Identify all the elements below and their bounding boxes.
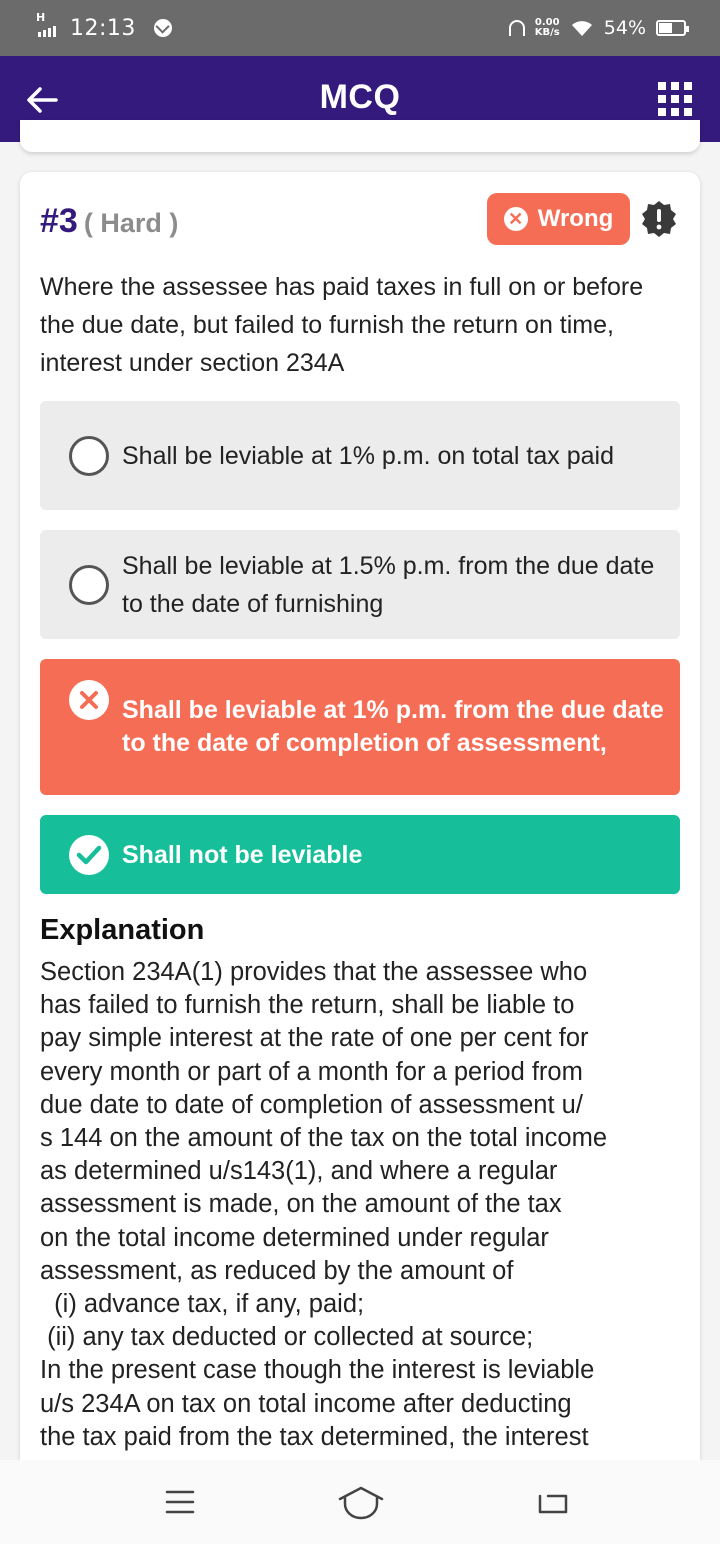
battery-fill <box>659 23 672 33</box>
battery-icon <box>656 20 686 36</box>
headset-icon <box>509 20 525 36</box>
radio-unchecked-icon <box>69 565 109 605</box>
option-1-text: Shall be leviable at 1% p.m. on total tax paid <box>122 441 614 470</box>
question-number <box>40 202 178 241</box>
network-speed <box>535 18 560 38</box>
explanation-line: u/s 234A on tax on total income after deducting <box>40 1389 572 1418</box>
explanation-line: Section 234A(1) provides that the assessee who <box>40 958 588 986</box>
explanation-text <box>40 956 690 1454</box>
explanation-line: as determined u/s143(1), and where a regular <box>40 1157 558 1186</box>
grid-menu-icon[interactable] <box>658 82 692 116</box>
previous-question-card <box>20 120 700 152</box>
question-card <box>20 172 700 1492</box>
check-circle-icon <box>69 835 109 875</box>
option-1[interactable] <box>40 401 680 510</box>
signal-icon <box>36 11 56 37</box>
explanation-line: on the total income determined under regular <box>40 1223 549 1252</box>
clock: 12:13 <box>70 15 136 41</box>
network-speed-value: 0.00 <box>534 17 560 28</box>
result-badge <box>487 193 630 245</box>
explanation-line: (i) advance tax, if any, paid; <box>40 1290 365 1319</box>
vpn-icon <box>154 19 172 37</box>
explanation-line: every month or part of a month for a period from <box>40 1057 583 1086</box>
menu-icon[interactable] <box>155 1482 205 1522</box>
question-text: Where the assessee has paid taxes in full on or before the due date, but failed to furnish the return on time, interest under section 234A <box>40 273 644 377</box>
option-4-text: Shall not be leviable <box>122 840 363 869</box>
explanation-line: pay simple interest at the rate of one per cent for <box>40 1024 589 1053</box>
wifi-icon <box>570 19 594 37</box>
status-bar-right <box>509 17 686 39</box>
close-circle-icon <box>69 680 109 720</box>
explanation-line: (ii) any tax deducted or collected at source; <box>40 1323 534 1352</box>
back-icon[interactable] <box>528 1482 578 1522</box>
option-2[interactable] <box>40 530 680 639</box>
option-3-wrong[interactable] <box>40 659 680 795</box>
option-3-text: Shall be leviable at 1% p.m. from the due date to the date of completion of assessment, <box>122 696 664 757</box>
explanation-line: s 144 on the amount of the tax on the total income <box>40 1124 608 1153</box>
option-4-correct[interactable] <box>40 815 680 894</box>
radio-unchecked-icon <box>69 436 109 476</box>
explanation-title: Explanation <box>40 914 205 946</box>
network-type: H <box>36 11 46 24</box>
status-bar <box>0 0 720 56</box>
system-nav-bar <box>0 1460 720 1544</box>
explanation-line: due date to date of completion of assessment u/ <box>40 1090 583 1119</box>
explanation-line: the tax paid from the tax determined, the interest <box>40 1422 589 1451</box>
page-title: MCQ <box>319 78 401 116</box>
difficulty-level: ( Hard ) <box>83 208 179 238</box>
option-2-text: Shall be leviable at 1.5% p.m. from the due date to the date of furnishing <box>122 551 655 618</box>
home-icon[interactable] <box>336 1482 386 1522</box>
close-circle-icon: ✕ <box>504 207 528 231</box>
status-bar-left <box>36 11 172 41</box>
battery-percent: 54% <box>603 17 646 39</box>
explanation-line: In the present case though the interest is leviable <box>40 1356 595 1385</box>
explanation-line: assessment is made, on the amount of the tax <box>40 1190 562 1219</box>
report-icon[interactable] <box>640 200 678 238</box>
network-speed-unit: KB/s <box>534 27 560 38</box>
explanation-line: has failed to furnish the return, shall be liable to <box>40 991 575 1020</box>
result-label: Wrong <box>537 205 614 232</box>
explanation-line: assessment, as reduced by the amount of <box>40 1256 514 1285</box>
question-number-text: #3 <box>40 202 78 240</box>
